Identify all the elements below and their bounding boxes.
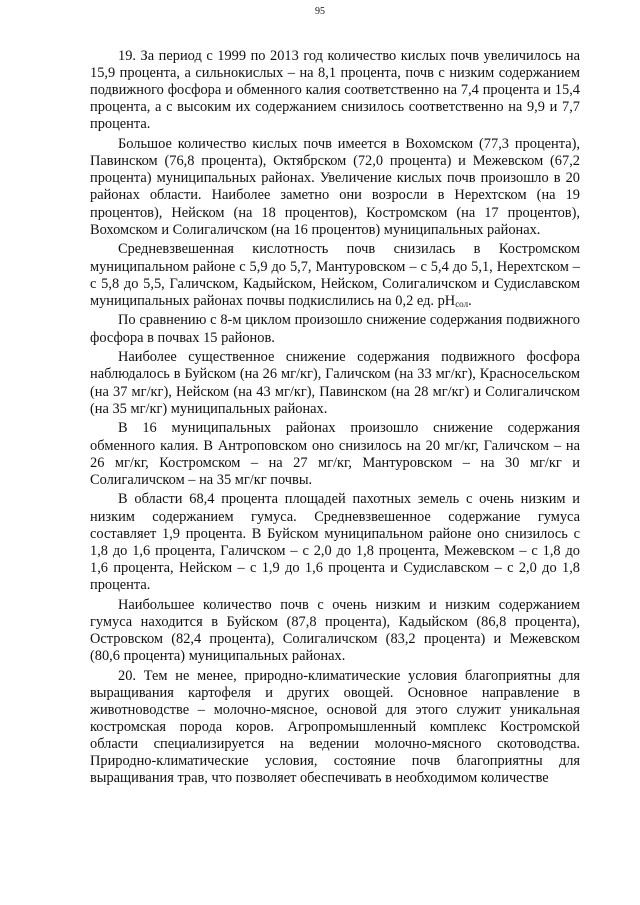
body-text: [90, 48, 580, 790]
paragraph-weighted-acidity-text: Средневзвешенная кислотность почв снизилась в Костромском муниципальном районе с 5,9 до 5,7, Мантуровском – с 5,4 до 5,1, Нерехтском – с 5,8 до 5,5, Галичском, Кадыйском, Нейском, Солигаличском и Судиславском муниципальных районах почвы подкислились на 0,2 ед. pH: [90, 241, 580, 309]
paragraph-phosphorus-decrease: Наиболее существенное снижение содержания подвижного фосфора наблюдалось в Буйском (на 26 мг/кг), Галичском (на 33 мг/кг), Красносельском (на 37 мг/кг), Нейском (на 43 мг/кг), Павинском (на 28 мг/кг) и Солигаличском (на 35 мг/кг) муниципальных районах.: [90, 349, 580, 417]
paragraph-potassium-decrease: В 16 муниципальных районах произошло снижение содержания обменного калия. В Антроповском оно снизилось на 20 мг/кг, Галичском – на 26 мг/кг, Костромском – на 27 мг/кг, Мантуровском – на 30 мг/кг и Солигаличском – на 35 мг/кг почвы.: [90, 420, 580, 488]
paragraph-weighted-acidity: [90, 241, 580, 309]
paragraph-acidic-soils-districts: Большое количество кислых почв имеется в Вохомском (77,3 процента), Павинском (76,8 процента), Октябрском (72,0 процента) и Межевском (67,2 процента) муниципальных районах. Увеличение кислых почв произошло в 20 районах области. Наиболее заметно они возросли в Нерехтском (на 19 процентов), Нейском (на 18 процентов), Костромском (на 17 процентов), Вохомском и Солигаличском (на 16 процентов) муниципальных районах.: [90, 136, 580, 238]
paragraph-low-humus-districts: Наибольшее количество почв с очень низким и низким содержанием гумуса находится в Буйском (87,8 процента), Кадыйском (86,8 процента), Островском (82,4 процента), Солигаличском (83,2 процента) и Межевском (80,6 процента) муниципальных районах.: [90, 596, 580, 664]
paragraph-phosphorus-cycle: По сравнению с 8-м циклом произошло снижение содержания подвижного фосфора в почвах 15 районов.: [90, 312, 580, 346]
paragraph-20-climate-conditions: 20. Тем не менее, природно-климатические условия благоприятны для выращивания картофеля и других овощей. Основное направление в животноводстве – молочно-мясное, основой для этого служит уникальная костромская порода коров. Агропромышленный комплекс Костромской области специализируется на ведении молочно-мясного скотоводства. Природно-климатические условия, состояние почв благоприятны для выращивания трав, что позволяет обеспечивать в необходимом количестве: [90, 667, 580, 787]
page-number: 95: [315, 6, 325, 17]
ph-subscript: сол: [455, 298, 469, 309]
paragraph-19-soil-acidity: 19. За период с 1999 по 2013 год количество кислых почв увеличилось на 15,9 процента, а сильнокислых – на 8,1 процента, почв с низким содержанием подвижного фосфора и обменного калия соответственно на 7,4 процента и 15,4 процента, а с высоким их содержанием снизилось соответственно на 9,9 и 7,7 процента.: [90, 48, 580, 133]
ph-end: .: [468, 292, 472, 309]
paragraph-humus-content: В области 68,4 процента площадей пахотных земель с очень низким и низким содержанием гумуса. Средневзвешенное содержание гумуса составляет 1,9 процента. В Буйском муниципальном районе оно снизилось с 1,8 до 1,6 процента, Галичском – с 2,0 до 1,8 процента, Межевском – с 1,8 до 1,6 процента, Нейском – с 1,9 до 1,6 процента и Судиславском – с 2,0 до 1,8 процента.: [90, 491, 580, 593]
